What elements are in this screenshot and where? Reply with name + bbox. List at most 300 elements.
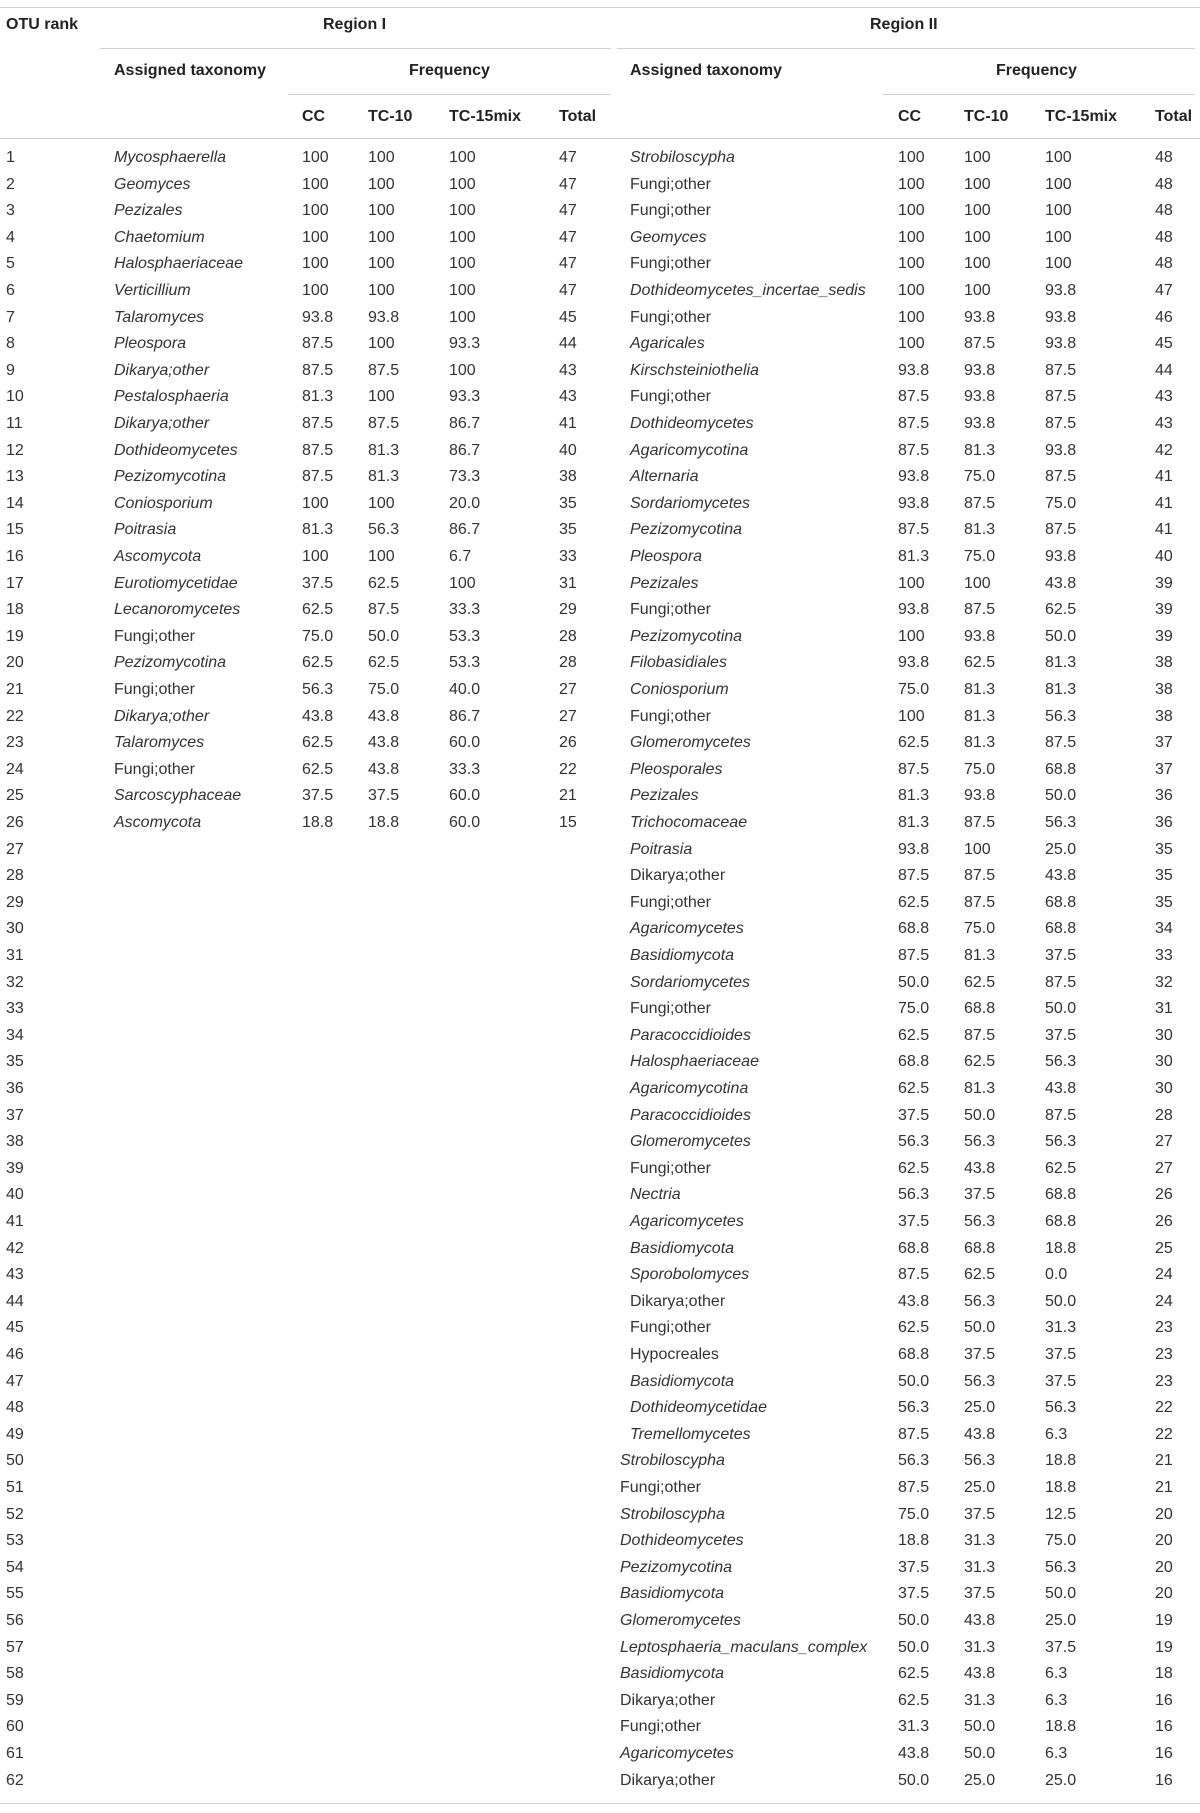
region-1-total-cell: 27 [559, 681, 577, 698]
region-2-total-cell: 24 [1155, 1266, 1173, 1283]
region-1-tc15mix-cell: 93.3 [449, 335, 481, 352]
region-2-cc-cell: 87.5 [898, 1266, 930, 1283]
region-2-tc15mix-cell: 18.8 [1045, 1718, 1077, 1735]
region-2-tc15mix-cell: 31.3 [1045, 1319, 1077, 1336]
region-1-tc15mix-cell: 100 [449, 309, 476, 326]
otu-rank-cell: 20 [6, 654, 24, 671]
region-2-tc15mix-cell: 18.8 [1045, 1452, 1077, 1469]
otu-rank-cell: 11 [6, 415, 23, 432]
region-2-taxonomy-cell: Fungi;other [630, 894, 711, 911]
region-2-total-cell: 41 [1155, 468, 1173, 485]
region-1-tc10-cell: 62.5 [368, 575, 400, 592]
region-2-total-cell: 20 [1155, 1585, 1173, 1602]
region-2-total-cell: 23 [1155, 1373, 1173, 1390]
bottom-rule [0, 1803, 1200, 1804]
otu-rank-cell: 6 [6, 282, 15, 299]
region-1-tc15mix-cell: 20.0 [449, 495, 481, 512]
region-2-taxonomy-cell: Strobiloscypha [620, 1506, 725, 1523]
region-2-tc10-cell: 87.5 [964, 894, 996, 911]
region-2-tc15mix-cell: 93.8 [1045, 282, 1077, 299]
region-2-taxonomy-cell: Hypocreales [630, 1346, 719, 1363]
region-2-tc15mix-cell: 0.0 [1045, 1266, 1068, 1283]
region-1-tc15mix-cell: 100 [449, 149, 476, 166]
region-2-cc-cell: 43.8 [898, 1293, 930, 1310]
region-1-tc15mix-cell: 100 [449, 229, 476, 246]
region-2-tc10-cell: 50.0 [964, 1718, 996, 1735]
region-1-taxonomy-cell: Eurotiomycetidae [114, 575, 238, 592]
region-2-cc-cell: 100 [898, 628, 925, 645]
region-2-total-cell: 40 [1155, 548, 1173, 565]
region-1-taxonomy-cell: Ascomycota [114, 548, 202, 565]
region-2-taxonomy-cell: Fungi;other [620, 1718, 701, 1735]
region-2-tc10-cell: 81.3 [964, 947, 996, 964]
region-2-cc-cell: 56.3 [898, 1186, 930, 1203]
region-2-taxonomy-cell: Agaricomycetes [620, 1745, 734, 1762]
region-2-taxonomy-cell: Basidiomycota [630, 1373, 735, 1390]
region-2-total-cell: 21 [1155, 1479, 1173, 1496]
region-1-cc-cell: 62.5 [302, 601, 334, 618]
otu-rank-cell: 48 [6, 1399, 24, 1416]
region-2-cc-cell: 87.5 [898, 388, 930, 405]
region-2-tc10-cell: 75.0 [964, 920, 996, 937]
region-1-taxonomy-cell: Sarcoscyphaceae [114, 787, 242, 804]
otu-rank-cell: 47 [6, 1373, 24, 1390]
region-1-taxonomy-cell: Pezizales [114, 202, 183, 219]
region-2-cc-cell: 68.8 [898, 920, 930, 937]
region-1-total-cell: 35 [559, 495, 577, 512]
region-2-cc-cell: 62.5 [898, 1665, 930, 1682]
region-1-tc10-cell: 100 [368, 255, 395, 272]
otu-rank-cell: 44 [6, 1293, 24, 1310]
region-2-taxonomy-cell: Dikarya;other [630, 1293, 726, 1310]
region-2-tc10-cell: 62.5 [964, 1053, 996, 1070]
region-2-cc-cell: 68.8 [898, 1240, 930, 1257]
region-1-tc15mix-cell: 100 [449, 362, 476, 379]
region-2-total-cell: 48 [1155, 202, 1173, 219]
region-1-taxonomy-cell: Talaromyces [114, 309, 205, 326]
otu-rank-cell: 3 [6, 202, 15, 219]
region-2-tc15mix-cell: 37.5 [1045, 947, 1077, 964]
region-2-taxonomy-cell: Filobasidiales [630, 654, 727, 671]
region-1-total-cell: 38 [559, 468, 577, 485]
otu-rank-cell: 2 [6, 176, 15, 193]
region-2-taxonomy-cell: Dothideomycetes_incertae_sedis [630, 282, 866, 299]
region-1-cc-cell: 100 [302, 255, 329, 272]
region-2-taxonomy-cell: Dothideomycetidae [630, 1399, 767, 1416]
region-1-taxonomy-cell: Fungi;other [114, 761, 195, 778]
otu-rank-cell: 60 [6, 1718, 24, 1735]
region-2-tc10-cell: 25.0 [964, 1479, 996, 1496]
region-2-cc-cell: 100 [898, 255, 925, 272]
region-1-tc15mix-cell: 60.0 [449, 787, 481, 804]
region-2-cc-cell: 68.8 [898, 1346, 930, 1363]
region-2-tc10-cell: 81.3 [964, 1080, 996, 1097]
otu-rank-cell: 45 [6, 1319, 24, 1336]
region-2-taxonomy-cell: Fungi;other [630, 309, 711, 326]
region-2-taxonomy-cell: Nectria [630, 1186, 681, 1203]
otu-rank-cell: 18 [6, 601, 24, 618]
region-1-tc15mix-cell: 100 [449, 176, 476, 193]
region-1-taxonomy-cell: Pezizomycotina [114, 468, 227, 485]
otu-rank-cell: 49 [6, 1426, 24, 1443]
region-1-tc10-cell: 50.0 [368, 628, 400, 645]
region-2-total-cell: 21 [1155, 1452, 1173, 1469]
region-1-total-cell: 31 [559, 575, 577, 592]
region-1-total-cell: 21 [559, 787, 577, 804]
region-1-tc10-cell: 56.3 [368, 521, 400, 538]
region-2-tc15mix-cell: 50.0 [1045, 1000, 1077, 1017]
region-2-taxonomy-cell: Agaricomycetes [630, 920, 744, 937]
region-1-tc10-cell: 100 [368, 176, 395, 193]
otu-rank-cell: 56 [6, 1612, 24, 1629]
region-2-taxonomy-cell: Pezizales [630, 787, 699, 804]
region-1-cc-cell: 93.8 [302, 309, 334, 326]
region-2-tc10-cell: 31.3 [964, 1692, 996, 1709]
region-2-taxonomy-cell: Pezizomycotina [630, 628, 743, 645]
otu-rank-cell: 52 [6, 1506, 24, 1523]
region-2-total-cell: 22 [1155, 1426, 1173, 1443]
region-1-total-cell: 43 [559, 388, 577, 405]
region-1-tc10-cell: 93.8 [368, 309, 400, 326]
region-2-cc-cell: 50.0 [898, 974, 930, 991]
region-1-total-cell: 15 [559, 814, 577, 831]
region-2-taxonomy-cell: Fungi;other [630, 255, 711, 272]
region-1-cc-cell: 100 [302, 548, 329, 565]
region-1-tc10-cell: 87.5 [368, 601, 400, 618]
region-2-taxonomy-cell: Agaricomycotina [630, 1080, 749, 1097]
region-2-tc10-cell: 93.8 [964, 309, 996, 326]
otu-rank-cell: 55 [6, 1585, 24, 1602]
region-2-total-cell: 22 [1155, 1399, 1173, 1416]
region-2-tc15mix-cell: 43.8 [1045, 575, 1077, 592]
region-2-tc15mix-cell: 100 [1045, 176, 1072, 193]
region-2-tc15mix-cell: 6.3 [1045, 1665, 1068, 1682]
region-2-tc15mix-cell: 18.8 [1045, 1240, 1077, 1257]
region-2-tc10-cell: 56.3 [964, 1213, 996, 1230]
region-1-total-cell: 47 [559, 176, 577, 193]
region-2-tc10-cell: 25.0 [964, 1772, 996, 1789]
region-2-tc10-cell: 100 [964, 575, 991, 592]
region-2-cc-cell: 37.5 [898, 1559, 930, 1576]
region-2-tc10-cell: 31.3 [964, 1639, 996, 1656]
region-1-total-cell: 44 [559, 335, 577, 352]
region-2-tc15mix-cell: 87.5 [1045, 388, 1077, 405]
region-2-cc-cell: 31.3 [898, 1718, 930, 1735]
otu-rank-cell: 54 [6, 1559, 24, 1576]
region-1-taxonomy-cell: Dikarya;other [114, 362, 210, 379]
otu-rank-cell: 35 [6, 1053, 24, 1070]
region-2-tc15mix-cell: 93.8 [1045, 309, 1077, 326]
region-2-tc15mix-cell: 56.3 [1045, 814, 1077, 831]
region-2-taxonomy-cell: Coniosporium [630, 681, 729, 698]
region-1-cc-cell: 43.8 [302, 708, 334, 725]
region-2-cc-cell: 37.5 [898, 1107, 930, 1124]
frequency-2-rule [883, 94, 1195, 95]
region-2-total-cell: 47 [1155, 282, 1173, 299]
region-2-tc10-cell: 100 [964, 202, 991, 219]
region-2-tc15mix-cell: 25.0 [1045, 841, 1077, 858]
region-2-total-cell: 39 [1155, 601, 1173, 618]
otu-rank-cell: 12 [6, 442, 24, 459]
region-2-cc-cell: 62.5 [898, 1319, 930, 1336]
region-2-tc15mix-cell: 75.0 [1045, 1532, 1077, 1549]
region-2-cc-cell: 87.5 [898, 867, 930, 884]
region-2-total-cell: 34 [1155, 920, 1173, 937]
region-2-cc-cell: 75.0 [898, 681, 930, 698]
region-2-cc-cell: 93.8 [898, 601, 930, 618]
region-2-tc10-cell: 37.5 [964, 1585, 996, 1602]
region-2-tc10-cell: 43.8 [964, 1426, 996, 1443]
region-1-tc10-cell: 100 [368, 229, 395, 246]
region-1-cc-cell: 87.5 [302, 468, 334, 485]
region-2-tc10-cell: 100 [964, 149, 991, 166]
header-tc15mix-r2: TC-15mix [1045, 108, 1118, 125]
region-2-tc10-cell: 100 [964, 229, 991, 246]
region-2-tc15mix-cell: 62.5 [1045, 1160, 1077, 1177]
otu-rank-cell: 32 [6, 974, 24, 991]
region-2-cc-cell: 87.5 [898, 761, 930, 778]
region-2-taxonomy-cell: Agaricomycotina [630, 442, 749, 459]
region-2-taxonomy-cell: Basidiomycota [620, 1585, 725, 1602]
region-1-taxonomy-cell: Pleospora [114, 335, 187, 352]
region-2-cc-cell: 56.3 [898, 1399, 930, 1416]
region-2-taxonomy-cell: Geomyces [630, 229, 707, 246]
otu-rank-cell: 30 [6, 920, 24, 937]
region-2-tc15mix-cell: 6.3 [1045, 1745, 1068, 1762]
region-1-cc-cell: 100 [302, 202, 329, 219]
otu-rank-cell: 26 [6, 814, 24, 831]
region-1-total-cell: 26 [559, 734, 577, 751]
otu-rank-cell: 1 [6, 149, 15, 166]
region-1-taxonomy-cell: Poitrasia [114, 521, 177, 538]
region-1-taxonomy-cell: Halosphaeriaceae [114, 255, 243, 272]
region-2-taxonomy-cell: Pezizomycotina [620, 1559, 733, 1576]
region-2-cc-cell: 50.0 [898, 1639, 930, 1656]
otu-rank-cell: 58 [6, 1665, 24, 1682]
region-2-tc15mix-cell: 81.3 [1045, 681, 1077, 698]
header-assigned-taxonomy-r2: Assigned taxonomy [630, 62, 783, 79]
region-2-tc10-cell: 62.5 [964, 654, 996, 671]
region-2-tc10-cell: 81.3 [964, 708, 996, 725]
region-2-tc10-cell: 87.5 [964, 495, 996, 512]
region-2-total-cell: 37 [1155, 734, 1173, 751]
region-1-tc15mix-cell: 100 [449, 575, 476, 592]
region-2-taxonomy-cell: Kirschsteiniothelia [630, 362, 759, 379]
region-2-tc15mix-cell: 50.0 [1045, 1585, 1077, 1602]
region-2-tc15mix-cell: 37.5 [1045, 1639, 1077, 1656]
region-2-tc15mix-cell: 100 [1045, 229, 1072, 246]
region-1-total-cell: 41 [559, 415, 577, 432]
region-1-tc10-cell: 100 [368, 282, 395, 299]
region-2-taxonomy-cell: Tremellomycetes [630, 1426, 751, 1443]
region-2-tc15mix-cell: 37.5 [1045, 1346, 1077, 1363]
region-1-tc10-cell: 100 [368, 388, 395, 405]
region-2-tc10-cell: 56.3 [964, 1133, 996, 1150]
region-2-tc10-cell: 100 [964, 255, 991, 272]
region-1-cc-cell: 81.3 [302, 521, 334, 538]
otu-rank-cell: 23 [6, 734, 24, 751]
region-2-total-cell: 20 [1155, 1506, 1173, 1523]
region-1-cc-cell: 87.5 [302, 442, 334, 459]
region-2-total-cell: 16 [1155, 1745, 1173, 1762]
region-2-total-cell: 31 [1155, 1000, 1173, 1017]
region-2-cc-cell: 87.5 [898, 415, 930, 432]
region-2-cc-cell: 75.0 [898, 1506, 930, 1523]
region-2-cc-cell: 100 [898, 575, 925, 592]
region-2-cc-cell: 62.5 [898, 894, 930, 911]
region-2-tc10-cell: 62.5 [964, 974, 996, 991]
region-2-total-cell: 28 [1155, 1107, 1173, 1124]
otu-rank-cell: 38 [6, 1133, 24, 1150]
region-2-total-cell: 24 [1155, 1293, 1173, 1310]
region-2-cc-cell: 50.0 [898, 1373, 930, 1390]
otu-rank-cell: 59 [6, 1692, 24, 1709]
region-2-taxonomy-cell: Fungi;other [630, 1319, 711, 1336]
region-2-total-cell: 32 [1155, 974, 1173, 991]
region-2-total-cell: 39 [1155, 628, 1173, 645]
region-2-total-cell: 30 [1155, 1080, 1173, 1097]
region-2-taxonomy-cell: Dothideomycetes [620, 1532, 744, 1549]
region-2-cc-cell: 87.5 [898, 1426, 930, 1443]
region-2-cc-cell: 81.3 [898, 814, 930, 831]
region-1-total-cell: 47 [559, 149, 577, 166]
region-1-tc15mix-cell: 100 [449, 255, 476, 272]
region-2-tc15mix-cell: 25.0 [1045, 1772, 1077, 1789]
header-bottom-rule [0, 138, 1200, 139]
region-1-tc15mix-cell: 53.3 [449, 654, 481, 671]
region-2-total-cell: 43 [1155, 388, 1173, 405]
region-2-tc15mix-cell: 100 [1045, 255, 1072, 272]
region-1-tc15mix-cell: 60.0 [449, 734, 481, 751]
region-2-tc10-cell: 100 [964, 176, 991, 193]
region-2-tc10-cell: 56.3 [964, 1373, 996, 1390]
region-2-taxonomy-cell: Basidiomycota [630, 947, 735, 964]
region-2-taxonomy-cell: Glomeromycetes [630, 734, 751, 751]
region-2-taxonomy-cell: Fungi;other [620, 1479, 701, 1496]
region-2-tc10-cell: 87.5 [964, 1027, 996, 1044]
region-1-tc15mix-cell: 100 [449, 202, 476, 219]
region-1-cc-cell: 87.5 [302, 415, 334, 432]
otu-rank-cell: 10 [6, 388, 24, 405]
region-2-tc15mix-cell: 56.3 [1045, 708, 1077, 725]
region-2-cc-cell: 100 [898, 202, 925, 219]
region-2-tc15mix-cell: 50.0 [1045, 1293, 1077, 1310]
region-1-tc10-cell: 81.3 [368, 468, 400, 485]
region-2-tc10-cell: 75.0 [964, 761, 996, 778]
region-2-tc15mix-cell: 87.5 [1045, 974, 1077, 991]
region-2-total-cell: 39 [1155, 575, 1173, 592]
region-2-tc10-cell: 93.8 [964, 787, 996, 804]
region-1-taxonomy-cell: Pestalosphaeria [114, 388, 229, 405]
region-2-tc15mix-cell: 100 [1045, 202, 1072, 219]
region-1-cc-cell: 75.0 [302, 628, 334, 645]
region-2-tc10-cell: 87.5 [964, 867, 996, 884]
region-2-tc10-cell: 62.5 [964, 1266, 996, 1283]
header-cc-r1: CC [302, 108, 326, 125]
region-2-total-cell: 27 [1155, 1160, 1173, 1177]
region-2-cc-cell: 100 [898, 335, 925, 352]
otu-rank-cell: 13 [6, 468, 24, 485]
region-2-tc10-cell: 81.3 [964, 734, 996, 751]
region-1-taxonomy-cell: Fungi;other [114, 628, 195, 645]
region-2-tc15mix-cell: 43.8 [1045, 1080, 1077, 1097]
region-2-taxonomy-cell: Alternaria [630, 468, 699, 485]
region-1-tc10-cell: 100 [368, 548, 395, 565]
region-1-total-cell: 47 [559, 229, 577, 246]
region-2-taxonomy-cell: Fungi;other [630, 1000, 711, 1017]
region-2-total-cell: 20 [1155, 1559, 1173, 1576]
region-2-cc-cell: 62.5 [898, 1080, 930, 1097]
region-1-cc-cell: 100 [302, 282, 329, 299]
region-1-tc15mix-cell: 53.3 [449, 628, 481, 645]
otu-rank-cell: 33 [6, 1000, 24, 1017]
otu-rank-cell: 50 [6, 1452, 24, 1469]
frequency-1-rule [288, 94, 611, 95]
region-2-tc15mix-cell: 50.0 [1045, 787, 1077, 804]
region-2-taxonomy-cell: Trichocomaceae [630, 814, 748, 831]
region-2-total-cell: 38 [1155, 708, 1173, 725]
region-2-tc10-cell: 87.5 [964, 814, 996, 831]
region-2-tc15mix-cell: 87.5 [1045, 521, 1077, 538]
region-2-total-cell: 48 [1155, 176, 1173, 193]
region-2-tc15mix-cell: 62.5 [1045, 601, 1077, 618]
region-2-taxonomy-cell: Pleospora [630, 548, 703, 565]
otu-rank-cell: 14 [6, 495, 24, 512]
region-2-cc-cell: 81.3 [898, 548, 930, 565]
otu-rank-cell: 9 [6, 362, 15, 379]
region-2-tc15mix-cell: 100 [1045, 149, 1072, 166]
region-2-total-cell: 26 [1155, 1213, 1173, 1230]
region-2-tc10-cell: 75.0 [964, 548, 996, 565]
header-frequency-r1: Frequency [409, 62, 490, 79]
region-2-cc-cell: 100 [898, 229, 925, 246]
region-2-tc15mix-cell: 87.5 [1045, 1107, 1077, 1124]
region-1-taxonomy-cell: Verticillium [114, 282, 191, 299]
otu-rank-cell: 39 [6, 1160, 24, 1177]
region-1-taxonomy-cell: Geomyces [114, 176, 191, 193]
region-2-tc10-cell: 81.3 [964, 681, 996, 698]
region-1-tc10-cell: 62.5 [368, 654, 400, 671]
region-2-tc10-cell: 56.3 [964, 1452, 996, 1469]
header-tc10-r1: TC-10 [368, 108, 413, 125]
region-2-tc15mix-cell: 87.5 [1045, 362, 1077, 379]
region-2-cc-cell: 62.5 [898, 1692, 930, 1709]
region-1-taxonomy-cell: Mycosphaerella [114, 149, 227, 166]
region-2-total-cell: 26 [1155, 1186, 1173, 1203]
region-2-tc15mix-cell: 68.8 [1045, 1186, 1077, 1203]
region-1-taxonomy-cell: Dothideomycetes [114, 442, 238, 459]
region-2-tc10-cell: 37.5 [964, 1186, 996, 1203]
region-1-tc10-cell: 43.8 [368, 708, 400, 725]
region-1-tc10-cell: 43.8 [368, 734, 400, 751]
region-2-tc10-cell: 56.3 [964, 1293, 996, 1310]
region-2-cc-cell: 93.8 [898, 362, 930, 379]
region-2-tc10-cell: 81.3 [964, 521, 996, 538]
region-1-total-cell: 43 [559, 362, 577, 379]
region-1-tc15mix-cell: 33.3 [449, 761, 481, 778]
region-2-total-cell: 23 [1155, 1346, 1173, 1363]
otu-rank-cell: 40 [6, 1186, 24, 1203]
region-2-taxonomy-cell: Pezizales [630, 575, 699, 592]
region-2-total-cell: 35 [1155, 894, 1173, 911]
region-2-tc10-cell: 68.8 [964, 1000, 996, 1017]
region-2-tc10-cell: 81.3 [964, 442, 996, 459]
region-2-tc15mix-cell: 56.3 [1045, 1133, 1077, 1150]
region-2-cc-cell: 68.8 [898, 1053, 930, 1070]
region-1-cc-cell: 56.3 [302, 681, 334, 698]
region-2-total-cell: 35 [1155, 841, 1173, 858]
region-2-taxonomy-cell: Fungi;other [630, 202, 711, 219]
